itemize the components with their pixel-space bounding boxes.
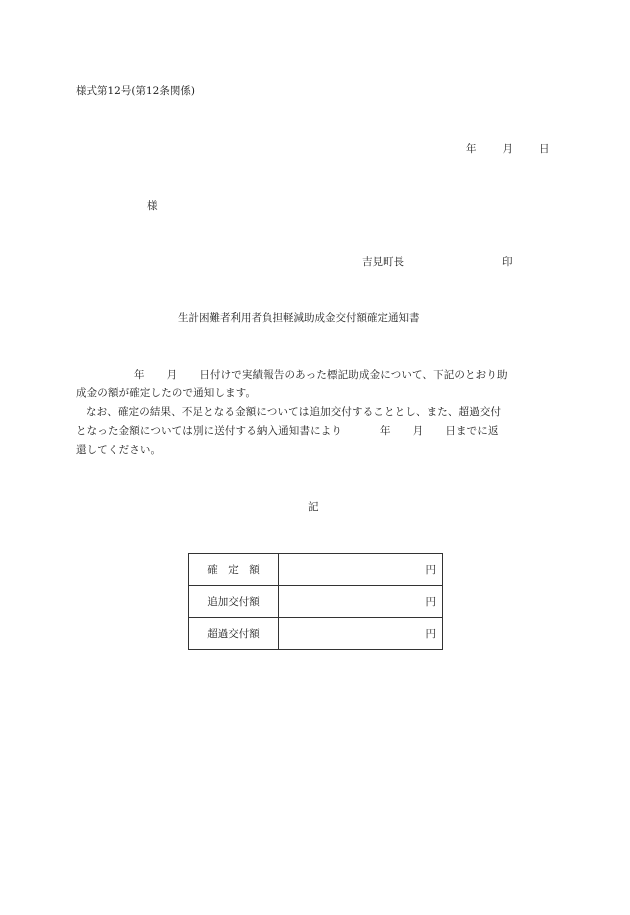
date-day-label: 日 xyxy=(539,143,550,155)
date-year-label: 年 xyxy=(466,143,477,155)
body-paragraph-2-line-1 xyxy=(76,405,501,419)
deadline-month-label: 月 xyxy=(412,425,424,437)
body-month-label: 月 xyxy=(166,369,178,381)
row-label-additional-amount: 追加交付額 xyxy=(189,586,279,618)
row-value-additional-amount: 円 xyxy=(279,586,443,618)
date-line xyxy=(466,142,550,156)
body-text: なお、確定の結果、不足となる金額については追加交付することとし、また、超過交付 xyxy=(86,406,502,418)
deadline-year-label: 年 xyxy=(380,425,391,437)
body-paragraph-1-line-1 xyxy=(76,368,508,382)
row-value-excess-amount: 円 xyxy=(279,618,443,650)
seal-mark: 印 xyxy=(502,256,513,268)
table-row xyxy=(189,618,443,650)
body-paragraph-2-line-2 xyxy=(76,424,499,438)
date-month-label: 月 xyxy=(502,143,513,155)
table-row xyxy=(189,554,443,586)
amount-table xyxy=(188,553,443,650)
recipient-honorific: 様 xyxy=(147,200,158,212)
body-year-label: 年 xyxy=(134,369,145,381)
issuer-line xyxy=(362,255,513,269)
body-paragraph-1-line-2: 成金の額が確定したので通知します。 xyxy=(76,387,257,399)
body-text: となった金額については別に送付する納入通知書により xyxy=(76,425,343,437)
body-paragraph-2-line-3: 還してください。 xyxy=(76,444,162,456)
ki-heading: 記 xyxy=(308,501,319,513)
body-text: 日付けで実績報告のあった標記助成金について、下記のとおり助 xyxy=(199,369,508,381)
issuer-name: 吉見町長 xyxy=(362,256,404,268)
row-value-confirmed-amount: 円 xyxy=(279,554,443,586)
table-row xyxy=(189,586,443,618)
form-number: 様式第12号(第12条関係) xyxy=(76,85,195,97)
body-text: 日までに返 xyxy=(445,425,499,437)
row-label-excess-amount: 超過交付額 xyxy=(189,618,279,650)
row-label-confirmed-amount: 確 定 額 xyxy=(189,554,279,586)
document-title: 生計困難者利用者負担軽減助成金交付額確定通知書 xyxy=(178,312,420,324)
